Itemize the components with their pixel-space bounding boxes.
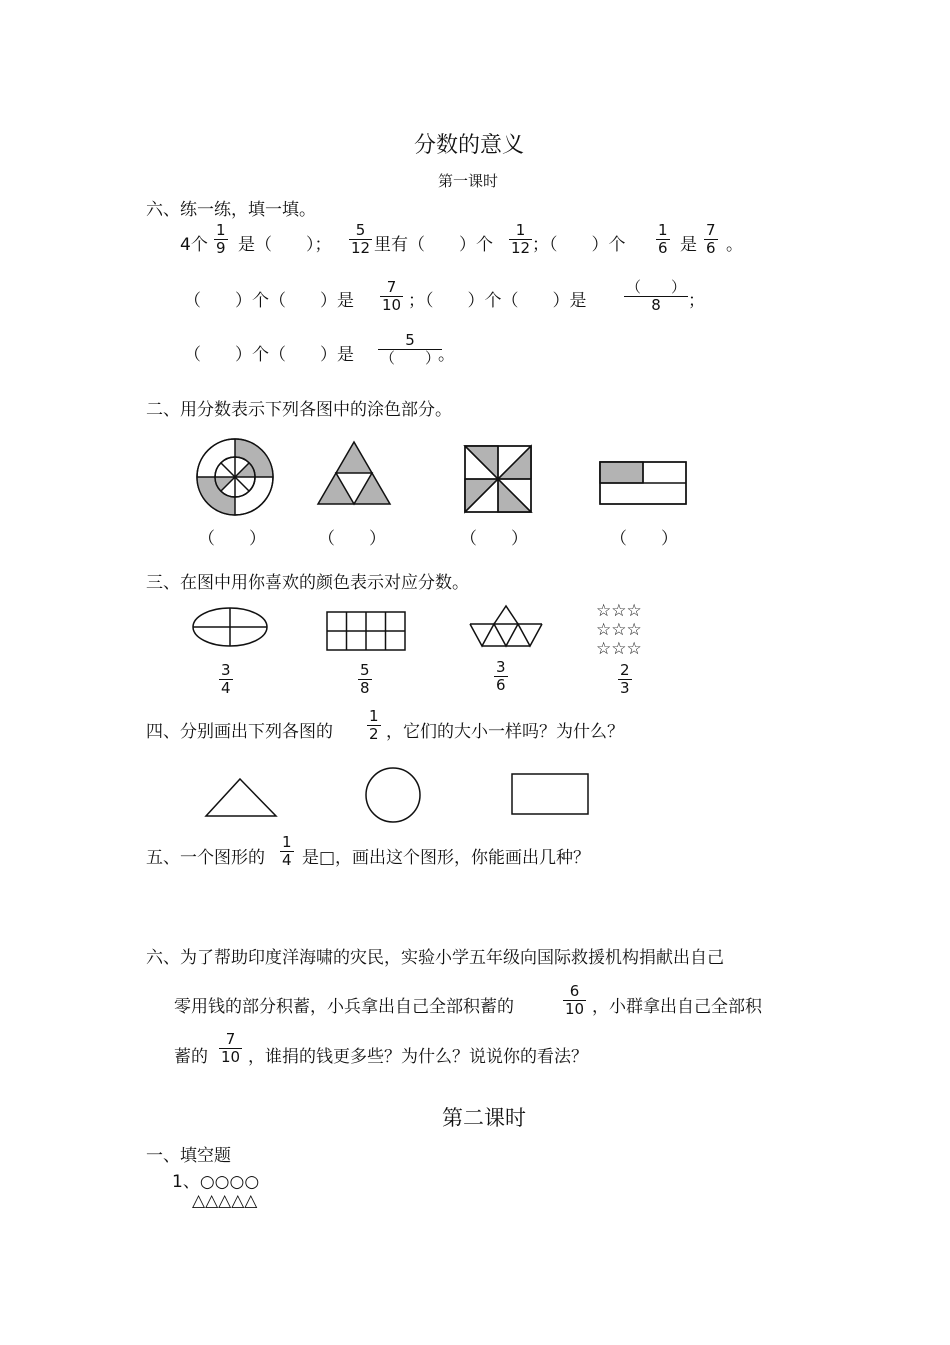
section-6-line-3a: 蓄的 bbox=[174, 1047, 208, 1067]
answer-blank[interactable]: （ ） bbox=[198, 529, 266, 549]
s1-l2-text-b: ；（ ）个（ ）是 bbox=[408, 291, 587, 311]
section-4-text-b: ，它们的大小一样吗？为什么？ bbox=[386, 722, 624, 742]
shaded-square-figure bbox=[463, 444, 535, 516]
s1-l2-text-c: ； bbox=[688, 291, 705, 311]
shaded-triangle-figure bbox=[314, 440, 394, 510]
triangle-row-figure bbox=[468, 604, 548, 650]
ellipse-figure bbox=[192, 606, 272, 650]
shaded-circle-figure bbox=[190, 432, 280, 522]
fraction: $\frac{1}{2}$ bbox=[369, 707, 379, 743]
fraction: （ ） 8 bbox=[626, 278, 687, 314]
section-5-text-a: 五、一个图形的 bbox=[146, 848, 265, 868]
fraction: $\frac{7}{6}$ bbox=[706, 221, 716, 257]
star-row: ☆☆☆ bbox=[596, 601, 642, 621]
fraction: $\frac{1}{9}$ bbox=[216, 221, 226, 257]
star-row: ☆☆☆ bbox=[596, 639, 642, 659]
s1-l1-text-b: 是（ ）； bbox=[238, 235, 332, 255]
lesson-2-title: 第二课时 bbox=[442, 1106, 526, 1130]
fraction: $\frac{1}{4}$ bbox=[282, 833, 292, 869]
fraction: $\frac{3}{4}$ bbox=[221, 661, 231, 697]
s1-l1-text-a: 4个 bbox=[180, 235, 208, 255]
fraction: $\frac{3}{6}$ bbox=[496, 658, 506, 694]
fraction: $\frac{5}{12}$ bbox=[351, 221, 371, 257]
section-6-line-3b: ，谁捐的钱更多些？为什么？说说你的看法？ bbox=[248, 1047, 588, 1067]
s1-l1-text-d: ；（ ）个 bbox=[532, 235, 626, 255]
fraction: $\frac{6}{10}$ bbox=[565, 982, 585, 1018]
fraction: $\frac{5}{8}$ bbox=[360, 661, 370, 697]
section-3-heading: 三、在图中用你喜欢的颜色表示对应分数。 bbox=[146, 573, 469, 593]
answer-blank[interactable]: （ ） bbox=[460, 529, 528, 549]
fraction: $\frac{1}{6}$ bbox=[658, 221, 668, 257]
answer-blank[interactable]: （ ） bbox=[610, 529, 678, 549]
grid-rectangle-figure bbox=[325, 610, 409, 654]
section-6-line-1: 六、为了帮助印度洋海啸的灾民，实验小学五年级向国际救援机构捐献出自己 bbox=[146, 948, 724, 968]
section-4-text-a: 四、分别画出下列各图的 bbox=[146, 722, 333, 742]
page-title: 分数的意义 bbox=[414, 133, 525, 158]
stars-figure bbox=[596, 602, 642, 659]
star-row: ☆☆☆ bbox=[596, 620, 642, 640]
answer-blank[interactable]: （ ） bbox=[318, 529, 386, 549]
section-1-heading: 六、练一练，填一填。 bbox=[146, 200, 316, 220]
circle-shape bbox=[360, 766, 436, 826]
fraction: $\frac{2}{3}$ bbox=[620, 661, 630, 697]
section-6-line-2b: ，小群拿出自己全部积 bbox=[592, 997, 762, 1017]
section-6-line-2a: 零用钱的部分积蓄，小兵拿出自己全部积蓄的 bbox=[174, 997, 514, 1017]
fraction: $\frac{7}{10}$ bbox=[382, 278, 402, 314]
fraction: $\frac{7}{10}$ bbox=[221, 1030, 241, 1066]
s1-l1-text-f: 。 bbox=[726, 235, 743, 255]
fraction: $\frac{1}{12}$ bbox=[511, 221, 531, 257]
s1-l3-text-a: （ ）个（ ）是 bbox=[184, 345, 354, 365]
item-1-triangles: △△△△△ bbox=[192, 1191, 258, 1211]
fill-blank-heading: 一、填空题 bbox=[146, 1146, 231, 1166]
s1-l1-text-e: 是 bbox=[680, 235, 697, 255]
triangle-shape bbox=[204, 776, 280, 822]
item-1-circles: 1、○○○○ bbox=[172, 1172, 260, 1192]
fraction: 5 （ ） bbox=[380, 331, 441, 367]
s1-l2-text-a: （ ）个（ ）是 bbox=[184, 291, 354, 311]
shaded-rectangle-figure bbox=[598, 460, 688, 506]
rectangle-shape bbox=[510, 772, 592, 818]
section-5-text-b: 是□，画出这个图形，你能画出几种？ bbox=[302, 848, 591, 868]
section-2-heading: 二、用分数表示下列各图中的涂色部分。 bbox=[146, 400, 452, 420]
lesson-1-title: 第一课时 bbox=[438, 172, 499, 190]
s1-l3-text-b: 。 bbox=[438, 345, 455, 365]
s1-l1-text-c: 里有（ ）个 bbox=[374, 235, 493, 255]
